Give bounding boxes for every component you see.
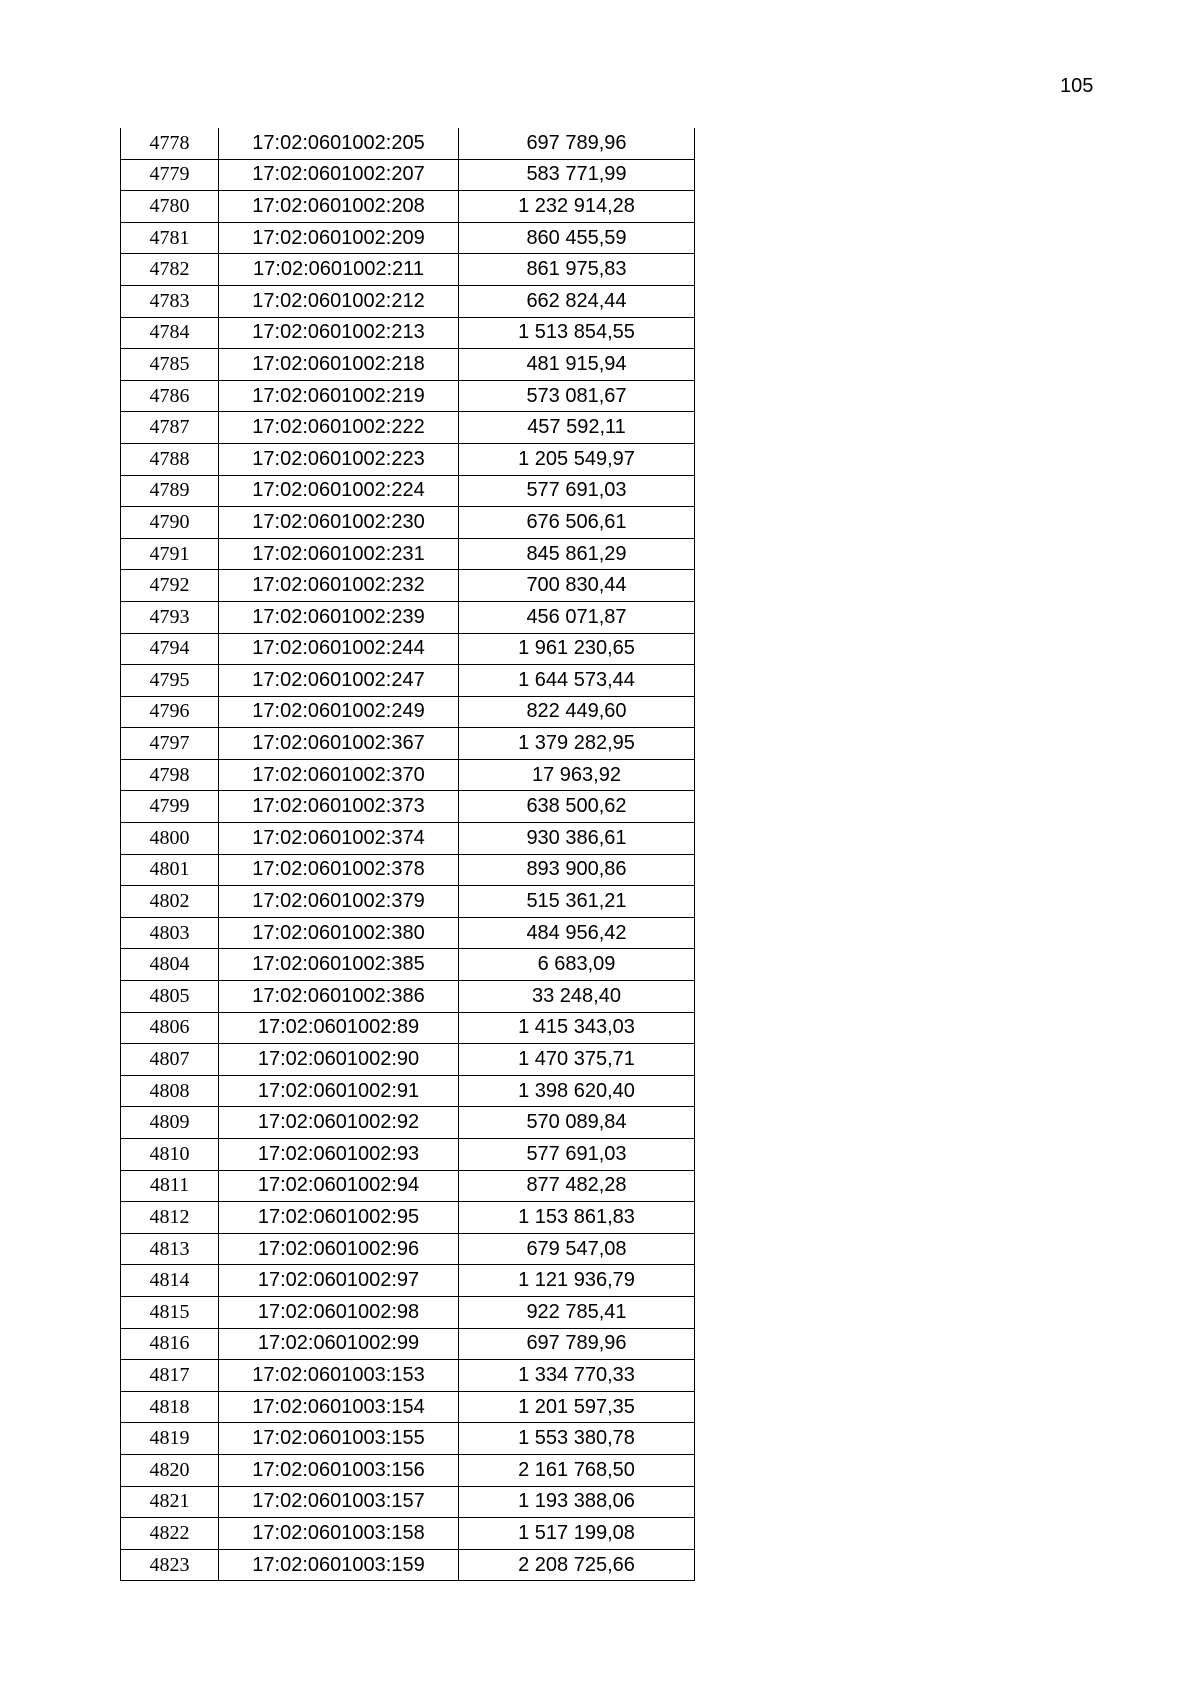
cadastral-number-cell: 17:02:0601003:157: [219, 1486, 459, 1518]
cadastral-value-cell: 679 547,08: [459, 1233, 695, 1265]
row-number-cell: 4812: [121, 1202, 219, 1234]
cadastral-number-cell: 17:02:0601002:98: [219, 1296, 459, 1328]
cadastral-number-cell: 17:02:0601002:95: [219, 1202, 459, 1234]
cadastral-number-cell: 17:02:0601003:158: [219, 1518, 459, 1550]
cadastral-number-cell: 17:02:0601002:373: [219, 791, 459, 823]
row-number-cell: 4805: [121, 981, 219, 1013]
table-row: [121, 412, 695, 444]
cadastral-value-cell: 577 691,03: [459, 1139, 695, 1171]
cadastral-value-cell: 877 482,28: [459, 1170, 695, 1202]
cadastral-number-cell: 17:02:0601002:94: [219, 1170, 459, 1202]
table-row: [121, 1328, 695, 1360]
row-number-cell: 4792: [121, 570, 219, 602]
cadastral-value-cell: 1 470 375,71: [459, 1044, 695, 1076]
cadastral-number-cell: 17:02:0601002:222: [219, 412, 459, 444]
cadastral-number-cell: 17:02:0601002:374: [219, 823, 459, 855]
cadastral-number-cell: 17:02:0601002:219: [219, 380, 459, 412]
table-row: [121, 791, 695, 823]
cadastral-value-cell: 676 506,61: [459, 507, 695, 539]
table-row: [121, 1265, 695, 1297]
cadastral-value-cell: 861 975,83: [459, 254, 695, 286]
cadastral-number-cell: 17:02:0601002:205: [219, 128, 459, 159]
cadastral-value-cell: 922 785,41: [459, 1296, 695, 1328]
table-row: [121, 570, 695, 602]
cadastral-value-cell: 1 379 282,95: [459, 728, 695, 760]
cadastral-value-cell: 484 956,42: [459, 917, 695, 949]
table-row: [121, 633, 695, 665]
cadastral-number-cell: 17:02:0601002:244: [219, 633, 459, 665]
table-row: [121, 665, 695, 697]
table-row: [121, 380, 695, 412]
cadastral-number-cell: 17:02:0601003:156: [219, 1454, 459, 1486]
row-number-cell: 4785: [121, 349, 219, 381]
cadastral-value-cell: 583 771,99: [459, 159, 695, 191]
cadastral-value-cell: 515 361,21: [459, 886, 695, 918]
cadastral-value-cell: 6 683,09: [459, 949, 695, 981]
row-number-cell: 4798: [121, 759, 219, 791]
table-row: [121, 443, 695, 475]
cadastral-value-cell: 662 824,44: [459, 285, 695, 317]
table-row: [121, 1296, 695, 1328]
row-number-cell: 4807: [121, 1044, 219, 1076]
table-row: [121, 285, 695, 317]
cadastral-value-cell: 1 193 388,06: [459, 1486, 695, 1518]
row-number-cell: 4820: [121, 1454, 219, 1486]
cadastral-number-cell: 17:02:0601002:232: [219, 570, 459, 602]
row-number-cell: 4780: [121, 191, 219, 223]
cadastral-value-cell: 1 644 573,44: [459, 665, 695, 697]
cadastral-number-cell: 17:02:0601002:230: [219, 507, 459, 539]
row-number-cell: 4815: [121, 1296, 219, 1328]
cadastral-number-cell: 17:02:0601002:209: [219, 222, 459, 254]
cadastral-number-cell: 17:02:0601003:154: [219, 1391, 459, 1423]
row-number-cell: 4808: [121, 1075, 219, 1107]
cadastral-value-cell: 570 089,84: [459, 1107, 695, 1139]
cadastral-number-cell: 17:02:0601002:379: [219, 886, 459, 918]
cadastral-number-cell: 17:02:0601002:249: [219, 696, 459, 728]
cadastral-number-cell: 17:02:0601003:155: [219, 1423, 459, 1455]
table-row: [121, 886, 695, 918]
row-number-cell: 4811: [121, 1170, 219, 1202]
cadastral-number-cell: 17:02:0601002:231: [219, 538, 459, 570]
cadastral-value-cell: 1 553 380,78: [459, 1423, 695, 1455]
table-body: [121, 128, 695, 1581]
cadastral-value-cell: 481 915,94: [459, 349, 695, 381]
cadastral-value-cell: 700 830,44: [459, 570, 695, 602]
cadastral-number-cell: 17:02:0601002:223: [219, 443, 459, 475]
table-row: [121, 854, 695, 886]
row-number-cell: 4782: [121, 254, 219, 286]
cadastral-number-cell: 17:02:0601002:207: [219, 159, 459, 191]
row-number-cell: 4802: [121, 886, 219, 918]
cadastral-value-cell: 1 513 854,55: [459, 317, 695, 349]
cadastral-value-cell: 893 900,86: [459, 854, 695, 886]
row-number-cell: 4778: [121, 128, 219, 159]
table-row: [121, 1170, 695, 1202]
cadastral-number-cell: 17:02:0601003:159: [219, 1549, 459, 1581]
cadastral-number-cell: 17:02:0601002:93: [219, 1139, 459, 1171]
cadastral-value-cell: 1 153 861,83: [459, 1202, 695, 1234]
table-row: [121, 1486, 695, 1518]
row-number-cell: 4786: [121, 380, 219, 412]
row-number-cell: 4823: [121, 1549, 219, 1581]
table-row: [121, 917, 695, 949]
table-row: [121, 1518, 695, 1550]
row-number-cell: 4793: [121, 601, 219, 633]
cadastral-value-cell: 2 208 725,66: [459, 1549, 695, 1581]
row-number-cell: 4789: [121, 475, 219, 507]
cadastral-number-cell: 17:02:0601002:96: [219, 1233, 459, 1265]
cadastral-number-cell: 17:02:0601002:218: [219, 349, 459, 381]
cadastral-number-cell: 17:02:0601002:370: [219, 759, 459, 791]
row-number-cell: 4817: [121, 1360, 219, 1392]
table-row: [121, 128, 695, 159]
cadastral-value-cell: 1 334 770,33: [459, 1360, 695, 1392]
cadastral-number-cell: 17:02:0601002:213: [219, 317, 459, 349]
row-number-cell: 4816: [121, 1328, 219, 1360]
cadastral-value-cell: 573 081,67: [459, 380, 695, 412]
row-number-cell: 4784: [121, 317, 219, 349]
cadastral-value-cell: 2 161 768,50: [459, 1454, 695, 1486]
table-row: [121, 538, 695, 570]
cadastral-value-cell: 457 592,11: [459, 412, 695, 444]
row-number-cell: 4787: [121, 412, 219, 444]
cadastral-value-cell: 17 963,92: [459, 759, 695, 791]
table-row: [121, 1139, 695, 1171]
cadastral-number-cell: 17:02:0601002:211: [219, 254, 459, 286]
cadastral-value-cell: 577 691,03: [459, 475, 695, 507]
cadastral-number-cell: 17:02:0601002:97: [219, 1265, 459, 1297]
cadastral-number-cell: 17:02:0601002:380: [219, 917, 459, 949]
table-row: [121, 1233, 695, 1265]
row-number-cell: 4783: [121, 285, 219, 317]
table-row: [121, 601, 695, 633]
cadastral-value-cell: 860 455,59: [459, 222, 695, 254]
table-row: [121, 728, 695, 760]
table-row: [121, 1549, 695, 1581]
cadastral-value-cell: 1 205 549,97: [459, 443, 695, 475]
cadastral-value-cell: 456 071,87: [459, 601, 695, 633]
table-row: [121, 1012, 695, 1044]
row-number-cell: 4790: [121, 507, 219, 539]
row-number-cell: 4806: [121, 1012, 219, 1044]
row-number-cell: 4814: [121, 1265, 219, 1297]
table-row: [121, 1107, 695, 1139]
row-number-cell: 4799: [121, 791, 219, 823]
cadastral-value-cell: 1 232 914,28: [459, 191, 695, 223]
cadastral-number-cell: 17:02:0601002:367: [219, 728, 459, 760]
row-number-cell: 4779: [121, 159, 219, 191]
cadastral-value-table: [120, 128, 695, 1581]
table-row: [121, 507, 695, 539]
cadastral-number-cell: 17:02:0601002:208: [219, 191, 459, 223]
cadastral-number-cell: 17:02:0601002:385: [219, 949, 459, 981]
cadastral-value-cell: 33 248,40: [459, 981, 695, 1013]
cadastral-number-cell: 17:02:0601002:212: [219, 285, 459, 317]
row-number-cell: 4791: [121, 538, 219, 570]
cadastral-number-cell: 17:02:0601002:247: [219, 665, 459, 697]
table-row: [121, 1075, 695, 1107]
row-number-cell: 4788: [121, 443, 219, 475]
cadastral-value-cell: 1 961 230,65: [459, 633, 695, 665]
table-row: [121, 191, 695, 223]
table-row: [121, 1044, 695, 1076]
cadastral-number-cell: 17:02:0601002:92: [219, 1107, 459, 1139]
cadastral-value-cell: 1 415 343,03: [459, 1012, 695, 1044]
row-number-cell: 4796: [121, 696, 219, 728]
row-number-cell: 4821: [121, 1486, 219, 1518]
table-row: [121, 1202, 695, 1234]
row-number-cell: 4795: [121, 665, 219, 697]
cadastral-value-cell: 638 500,62: [459, 791, 695, 823]
row-number-cell: 4822: [121, 1518, 219, 1550]
table-row: [121, 823, 695, 855]
cadastral-number-cell: 17:02:0601002:239: [219, 601, 459, 633]
cadastral-value-cell: 845 861,29: [459, 538, 695, 570]
table-row: [121, 159, 695, 191]
table-row: [121, 696, 695, 728]
row-number-cell: 4781: [121, 222, 219, 254]
table-row: [121, 1423, 695, 1455]
cadastral-number-cell: 17:02:0601002:386: [219, 981, 459, 1013]
table-row: [121, 759, 695, 791]
table-row: [121, 1360, 695, 1392]
cadastral-number-cell: 17:02:0601002:91: [219, 1075, 459, 1107]
row-number-cell: 4809: [121, 1107, 219, 1139]
table-row: [121, 1391, 695, 1423]
row-number-cell: 4810: [121, 1139, 219, 1171]
cadastral-value-cell: 1 398 620,40: [459, 1075, 695, 1107]
row-number-cell: 4797: [121, 728, 219, 760]
cadastral-number-cell: 17:02:0601002:99: [219, 1328, 459, 1360]
cadastral-number-cell: 17:02:0601002:90: [219, 1044, 459, 1076]
row-number-cell: 4819: [121, 1423, 219, 1455]
row-number-cell: 4813: [121, 1233, 219, 1265]
table-row: [121, 222, 695, 254]
cadastral-number-cell: 17:02:0601002:89: [219, 1012, 459, 1044]
table-row: [121, 254, 695, 286]
row-number-cell: 4801: [121, 854, 219, 886]
table-row: [121, 317, 695, 349]
cadastral-value-cell: 1 517 199,08: [459, 1518, 695, 1550]
row-number-cell: 4800: [121, 823, 219, 855]
cadastral-value-cell: 1 121 936,79: [459, 1265, 695, 1297]
row-number-cell: 4794: [121, 633, 219, 665]
cadastral-value-cell: 697 789,96: [459, 128, 695, 159]
cadastral-value-cell: 697 789,96: [459, 1328, 695, 1360]
cadastral-number-cell: 17:02:0601003:153: [219, 1360, 459, 1392]
table-row: [121, 1454, 695, 1486]
cadastral-value-cell: 822 449,60: [459, 696, 695, 728]
cadastral-number-cell: 17:02:0601002:378: [219, 854, 459, 886]
page-number: 105: [1060, 75, 1094, 97]
cadastral-value-cell: 930 386,61: [459, 823, 695, 855]
row-number-cell: 4818: [121, 1391, 219, 1423]
row-number-cell: 4804: [121, 949, 219, 981]
table-row: [121, 949, 695, 981]
table-row: [121, 475, 695, 507]
cadastral-number-cell: 17:02:0601002:224: [219, 475, 459, 507]
row-number-cell: 4803: [121, 917, 219, 949]
cadastral-value-cell: 1 201 597,35: [459, 1391, 695, 1423]
table-row: [121, 981, 695, 1013]
table-row: [121, 349, 695, 381]
